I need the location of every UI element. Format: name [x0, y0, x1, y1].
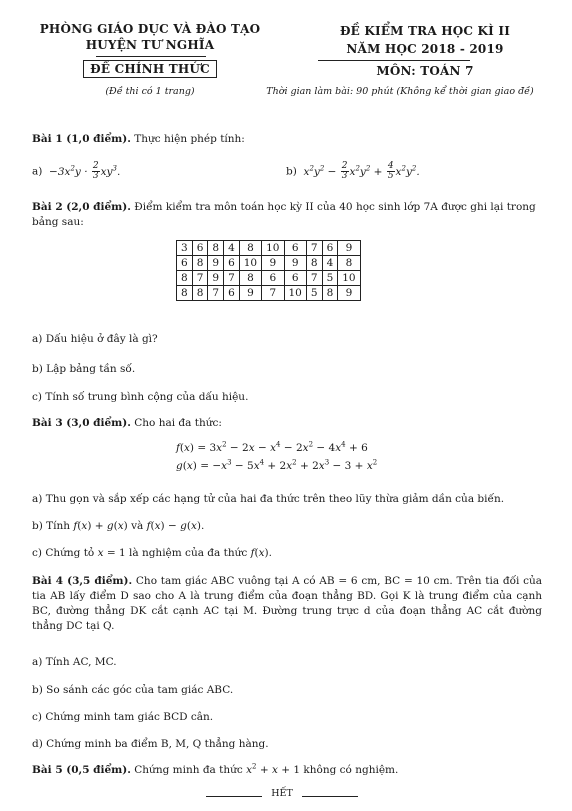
- table-cell: 6: [322, 241, 338, 256]
- bai3-qb: b) Tính f(x) + g(x) và f(x) − g(x).: [32, 520, 205, 532]
- bai1-b-label: b): [286, 165, 297, 178]
- table-cell: 8: [177, 271, 193, 286]
- score-table: [176, 240, 361, 301]
- table-cell: 10: [262, 241, 284, 256]
- table-cell: 9: [284, 256, 306, 271]
- department-name: PHÒNG GIÁO DỤC VÀ ĐÀO TẠO: [39, 22, 261, 36]
- table-row: [177, 286, 361, 301]
- poly-g: $g(x) = -x^3 - 5x^4 + 2x^2 + 2x^3 - 3 + x^2$: [176, 458, 378, 472]
- table-cell: 8: [177, 286, 193, 301]
- table-cell: 10: [338, 271, 360, 286]
- bai1-heading: [32, 132, 542, 147]
- bai2-heading: [32, 200, 542, 230]
- bai4-qc: c) Chứng minh tam giác BCD cân.: [32, 711, 214, 723]
- table-cell: 7: [192, 271, 208, 286]
- bai2-title: Bài 2 (2,0 điểm).: [32, 201, 131, 213]
- poly-f: $f(x) = 3x^2 - 2x - x^4 - 2x^2 - 4x^4 + 6$: [176, 440, 368, 454]
- table-cell: 6: [177, 256, 193, 271]
- bai3-qb-prefix: b) Tính: [32, 520, 74, 532]
- bai2-qa: a) Dấu hiệu ở đây là gì?: [32, 333, 158, 345]
- bai1-text: Thực hiện phép tính:: [130, 133, 245, 145]
- school-year-underline: [318, 60, 470, 61]
- bai4-qb: b) So sánh các góc của tam giác ABC.: [32, 684, 234, 696]
- table-cell: 6: [224, 256, 240, 271]
- bai3-qc: c) Chứng tỏ x = 1 là nghiệm của đa thức f(x).: [32, 547, 272, 559]
- bai2-qc: c) Tính số trung bình cộng của dấu hiệu.: [32, 391, 249, 403]
- table-cell: 6: [192, 241, 208, 256]
- bai5-title: Bài 5 (0,5 điểm).: [32, 764, 131, 776]
- bai3-heading: [32, 416, 542, 431]
- table-cell: 6: [262, 271, 284, 286]
- school-year: NĂM HỌC 2018 - 2019: [346, 42, 504, 56]
- table-cell: 6: [284, 241, 306, 256]
- table-cell: 5: [322, 271, 338, 286]
- exam-title: ĐỀ KIỂM TRA HỌC KÌ II: [339, 24, 511, 38]
- end-marker: HẾT: [271, 788, 293, 799]
- table-cell: 8: [208, 241, 224, 256]
- bai3-qc-prefix: c) Chứng tỏ: [32, 547, 98, 559]
- district-name: HUYỆN TƯ NGHĨA: [85, 38, 215, 52]
- page-count-note: (Đề thi có 1 trang): [105, 86, 195, 97]
- bai2-qb: b) Lập bảng tần số.: [32, 363, 136, 375]
- table-cell: 9: [338, 286, 360, 301]
- district-underline: [96, 56, 206, 57]
- bai3-title: Bài 3 (3,0 điểm).: [32, 417, 131, 429]
- table-cell: 9: [338, 241, 360, 256]
- table-cell: 3: [177, 241, 193, 256]
- table-cell: 8: [192, 286, 208, 301]
- time-note: Thời gian làm bài: 90 phút (Không kể thời gian giao đề): [266, 86, 534, 97]
- bai4-text: Cho tam giác ABC vuông tại A có AB = 6 cm, BC = 10 cm. Trên tia đối của tia AB lấy điểm D sao cho A là trung điểm của đoạn thẳng BD. Gọi K là trung điểm của cạnh BC, đường thẳng DK cắt cạnh AC tại M. Đường trung trực d của đoạn thẳng AC cắt đường thẳng DC tại Q.: [32, 575, 542, 632]
- bai3-qc-suffix: là nghiệm của đa thức: [125, 547, 251, 559]
- bai1-b-expr: $x^2y^2$ − $\frac{2}{3}$ $x^2y^2$ + $\frac{4}{5}$ $x^2y^2$.: [303, 161, 420, 181]
- table-cell: 4: [322, 256, 338, 271]
- bai2-text: Điểm kiểm tra môn toán học kỳ II của 40 học sinh lớp 7A được ghi lại trong bảng sau:: [32, 201, 536, 228]
- table-cell: 9: [208, 256, 224, 271]
- table-cell: 10: [284, 286, 306, 301]
- bai4-qd: d) Chứng minh ba điểm B, M, Q thẳng hàng.: [32, 738, 269, 750]
- bai1-b: [286, 162, 420, 181]
- table-cell: 4: [224, 241, 240, 256]
- table-row: [177, 271, 361, 286]
- bai1-title: Bài 1 (1,0 điểm).: [32, 133, 131, 145]
- table-cell: 7: [306, 271, 322, 286]
- footer-line-right: [302, 796, 358, 797]
- official-exam-box-wrap: [20, 62, 280, 76]
- table-cell: 7: [224, 271, 240, 286]
- table-cell: 10: [239, 256, 261, 271]
- bai5-text-suffix: không có nghiệm.: [300, 764, 399, 776]
- bai1-a-label: a): [32, 165, 43, 178]
- table-cell: 7: [306, 241, 322, 256]
- table-row: [177, 256, 361, 271]
- bai1-a-expr: $-3x^2y$ · $\frac{2}{3}$ $xy^3$.: [45, 161, 121, 181]
- bai1-a: [32, 162, 120, 181]
- table-cell: 9: [208, 271, 224, 286]
- table-cell: 8: [306, 256, 322, 271]
- bai3-text: Cho hai đa thức:: [130, 417, 222, 429]
- table-cell: 6: [284, 271, 306, 286]
- bai4-qa: a) Tính AC, MC.: [32, 656, 117, 668]
- bai4-title: Bài 4 (3,5 điểm).: [32, 575, 133, 587]
- table-row: [177, 241, 361, 256]
- bai5-text-prefix: Chứng minh đa thức: [130, 764, 247, 776]
- table-cell: 9: [262, 256, 284, 271]
- bai5-heading: Bài 5 (0,5 điểm). Chứng minh đa thức $x^2 + x + 1$ không có nghiệm.: [32, 762, 399, 776]
- official-exam-box: ĐỀ CHÍNH THỨC: [83, 60, 217, 78]
- footer-line-left: [206, 796, 262, 797]
- table-cell: 8: [322, 286, 338, 301]
- subject: MÔN: TOÁN 7: [376, 64, 474, 78]
- table-cell: 8: [338, 256, 360, 271]
- table-cell: 7: [262, 286, 284, 301]
- bai4-heading: [32, 574, 542, 634]
- table-cell: 5: [306, 286, 322, 301]
- table-cell: 7: [208, 286, 224, 301]
- table-cell: 9: [239, 286, 261, 301]
- table-cell: 8: [239, 271, 261, 286]
- table-cell: 6: [224, 286, 240, 301]
- table-cell: 8: [192, 256, 208, 271]
- table-cell: 8: [239, 241, 261, 256]
- bai3-qa: a) Thu gọn và sắp xếp các hạng tử của hai đa thức trên theo lũy thừa giảm dần của biến.: [32, 493, 505, 505]
